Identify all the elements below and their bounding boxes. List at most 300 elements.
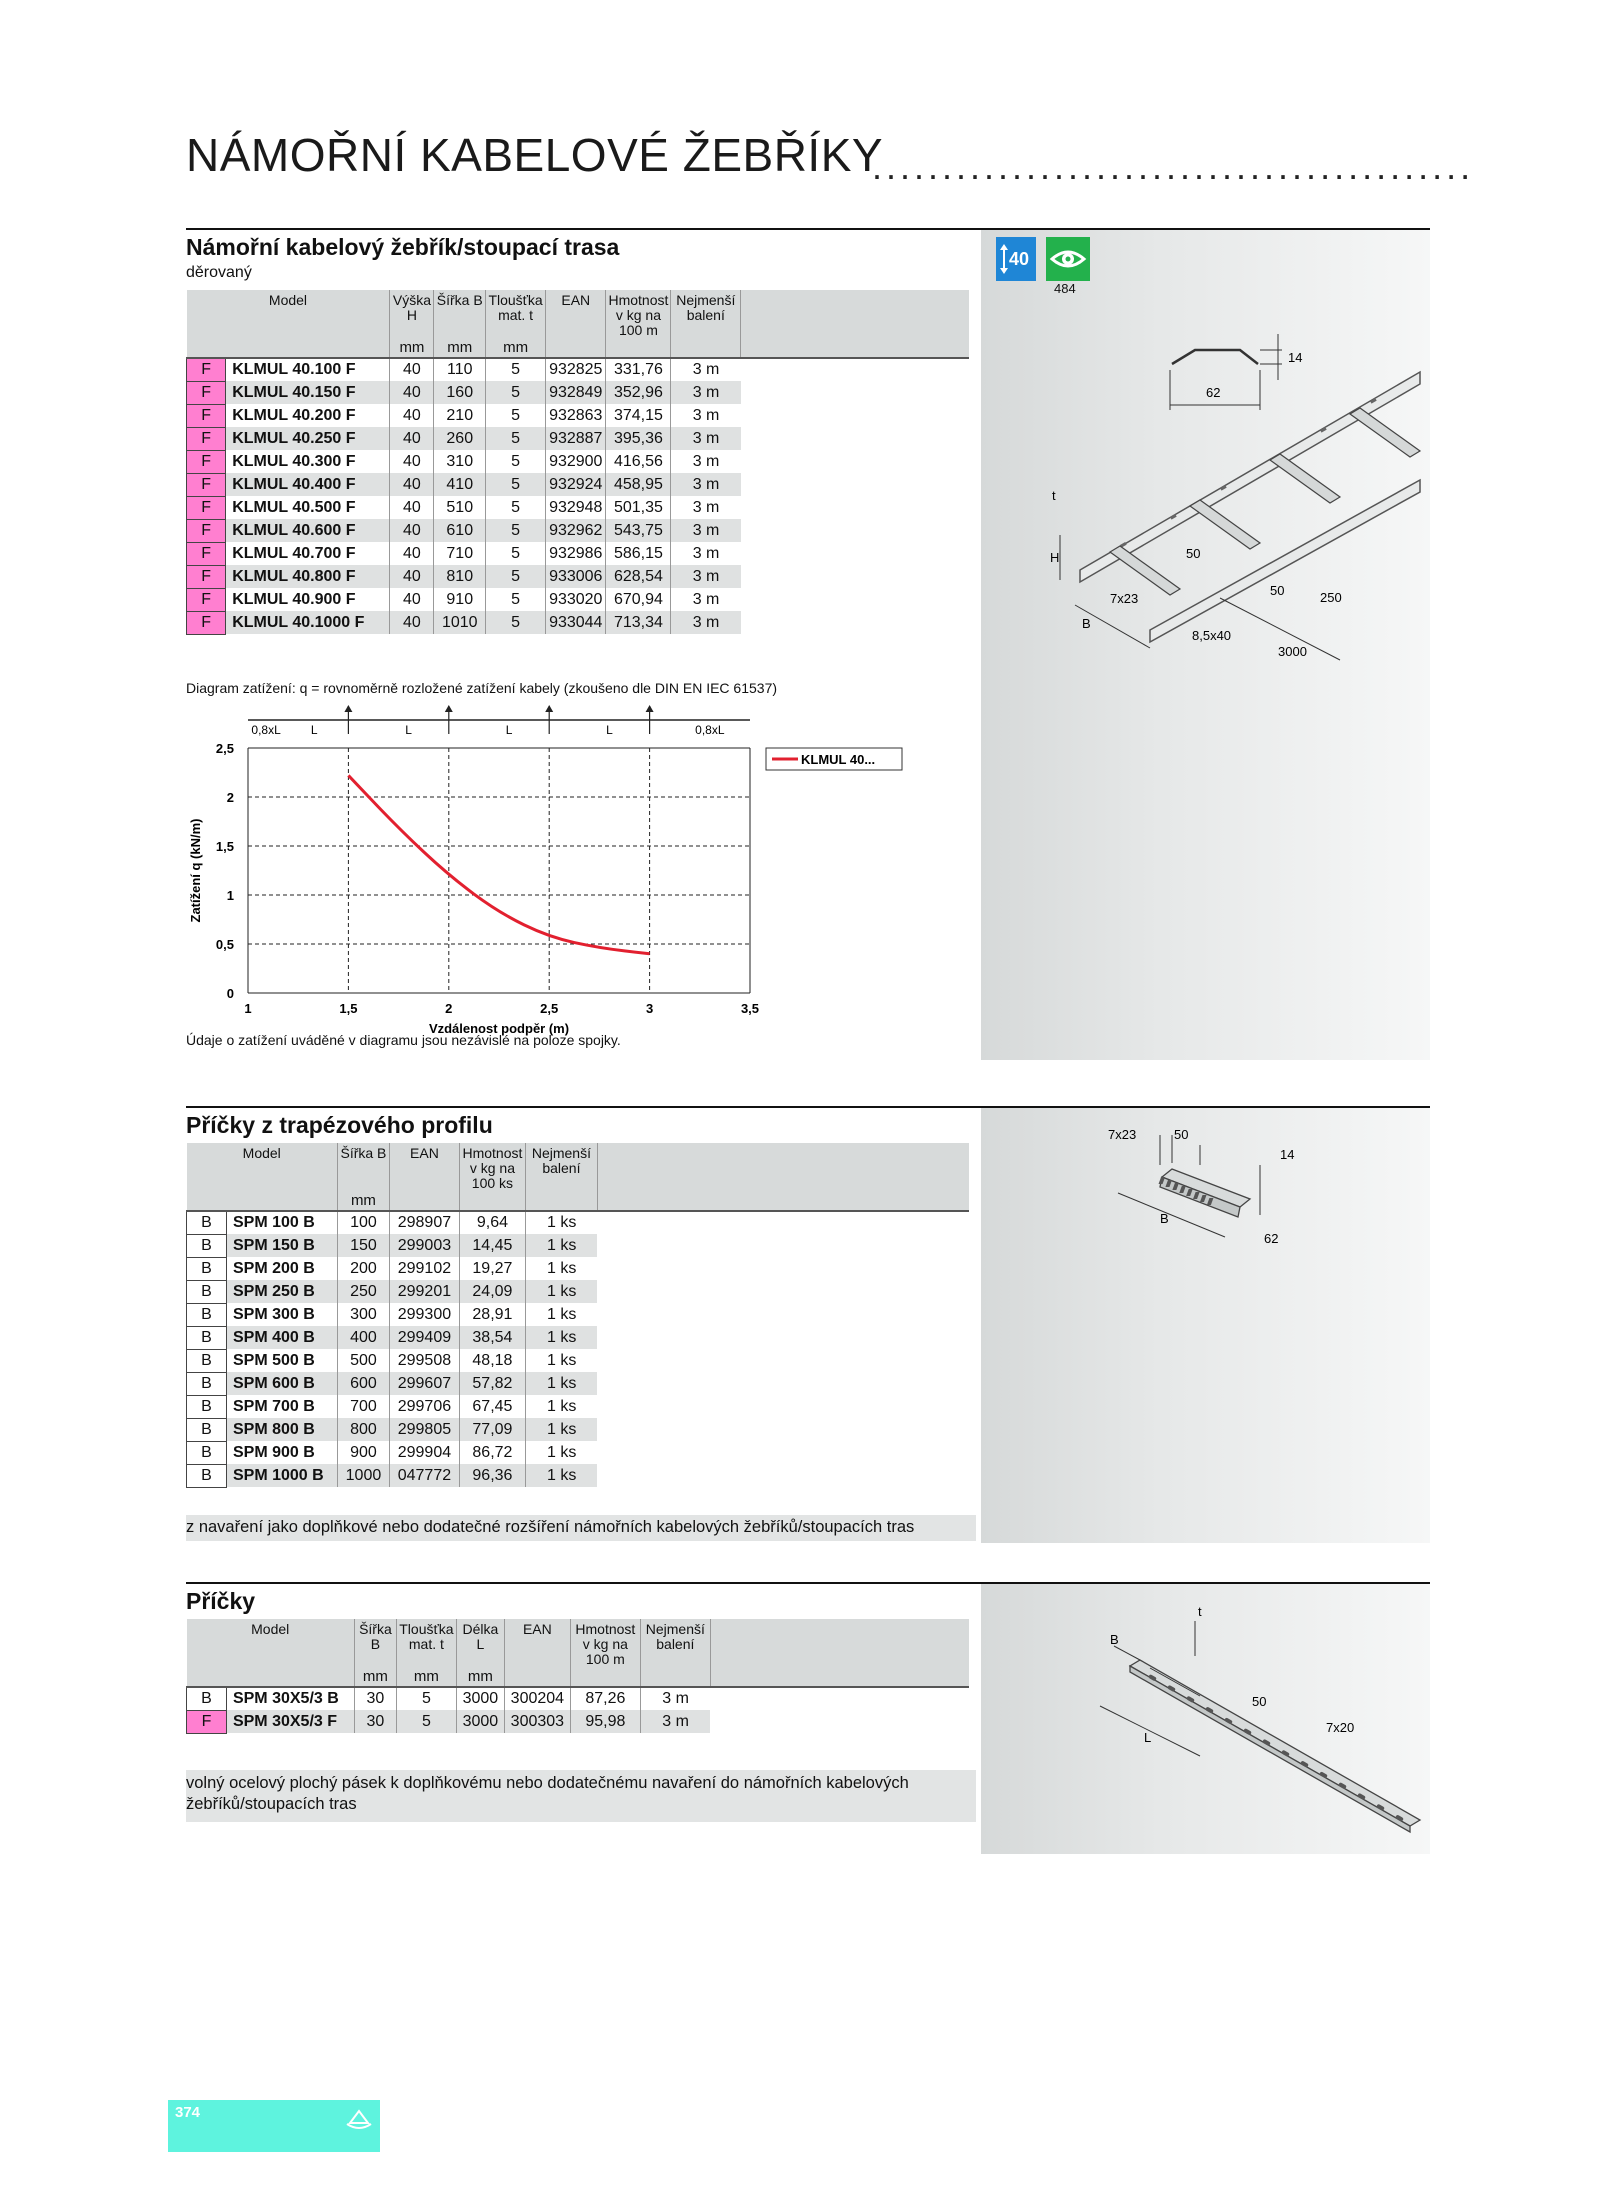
model-cell: KLMUL 40.800 F	[226, 565, 390, 588]
model-cell: SPM 100 B	[232, 1214, 315, 1231]
col-height: Výška H	[390, 290, 434, 338]
b-cell: 30	[354, 1710, 396, 1733]
pack-cell: 1 ks	[525, 1234, 597, 1257]
weight-cell: 395,36	[606, 427, 671, 450]
ean-cell: 299409	[389, 1326, 459, 1349]
col-thickness: Tloušťka mat. t	[486, 290, 546, 338]
dim-b: B	[1110, 1632, 1119, 1647]
table-row	[187, 427, 970, 450]
ean-cell: 932900	[546, 450, 606, 473]
h-cell: 40	[390, 427, 434, 450]
pack-cell: 3 m	[671, 381, 741, 404]
finish-badge: F	[187, 358, 226, 381]
dim-14: 14	[1280, 1147, 1295, 1162]
pack-cell: 3 m	[640, 1710, 710, 1733]
finish-badge: B	[187, 1326, 227, 1349]
finish-badge: B	[187, 1349, 227, 1372]
pack-cell: 1 ks	[525, 1303, 597, 1326]
model-cell: SPM 900 B	[232, 1443, 315, 1461]
section2-table	[186, 1143, 969, 1488]
t-cell: 5	[396, 1710, 456, 1733]
weight-cell: 416,56	[606, 450, 671, 473]
pack-cell: 3 m	[671, 588, 741, 611]
pack-cell: 3 m	[671, 427, 741, 450]
finish-badge: F	[187, 496, 226, 519]
b-cell: 910	[434, 588, 486, 611]
t-cell: 5	[486, 381, 546, 404]
weight-cell: 57,82	[459, 1372, 525, 1395]
table-row	[187, 1303, 970, 1326]
pack-cell: 1 ks	[525, 1257, 597, 1280]
ean-cell: 932924	[546, 473, 606, 496]
span-label: L	[505, 723, 513, 737]
unit-length: mm	[456, 1667, 504, 1687]
model-cell: SPM 30X5/3 F	[226, 1710, 354, 1733]
t-cell: 5	[486, 611, 546, 634]
weight-cell: 19,27	[459, 1257, 525, 1280]
support-arrow-head	[545, 705, 553, 712]
finish-badge: B	[187, 1280, 227, 1303]
weight-cell: 374,15	[606, 404, 671, 427]
b-cell: 510	[434, 496, 486, 519]
finish-badge: F	[187, 588, 226, 611]
col-width: Šířka B	[434, 290, 486, 338]
weight-cell: 543,75	[606, 519, 671, 542]
b-cell: 810	[434, 565, 486, 588]
finish-badge: B	[187, 1257, 227, 1280]
pack-cell: 1 ks	[525, 1280, 597, 1303]
support-arrow-head	[445, 705, 453, 712]
l-cell: 3000	[456, 1710, 504, 1733]
chart-legend	[766, 748, 902, 770]
col-weight: Hmotnost v kg na 100 m	[606, 290, 671, 338]
dim-3000: 3000	[1278, 644, 1307, 659]
t-cell: 5	[486, 404, 546, 427]
table-row	[187, 1372, 970, 1395]
section3-note: volný ocelový plochý pásek k doplňkovému nebo dodatečnému navaření do námořních kabelových žebříků/stoupacích tras	[186, 1774, 909, 1813]
dim-l: L	[1144, 1730, 1152, 1745]
table-row	[187, 1349, 970, 1372]
unit-width: mm	[354, 1667, 396, 1687]
weight-cell: 9,64	[459, 1211, 525, 1234]
finish-badge: B	[187, 1687, 227, 1710]
col-pack: Nejmenší balení	[671, 290, 741, 338]
model-cell: KLMUL 40.400 F	[226, 473, 390, 496]
dim-250: 250	[1320, 590, 1342, 605]
weight-cell: 24,09	[459, 1280, 525, 1303]
flat-rung-drawing	[1090, 1596, 1430, 1856]
unit-height: mm	[390, 338, 434, 358]
finish-badge: F	[187, 427, 226, 450]
span-diagram	[248, 705, 750, 737]
dim-7x20: 7x20	[1326, 1720, 1355, 1735]
b-cell: 600	[337, 1372, 389, 1395]
finish-badge: B	[187, 1395, 227, 1418]
dim-b: B	[1160, 1211, 1169, 1226]
ean-cell: 299201	[389, 1280, 459, 1303]
b-cell: 800	[337, 1418, 389, 1441]
section1-table	[186, 290, 969, 635]
pack-cell: 1 ks	[525, 1349, 597, 1372]
unit-width: mm	[337, 1191, 389, 1211]
model-cell: KLMUL 40.100 F	[232, 361, 356, 378]
table-row	[187, 1418, 970, 1441]
model-cell: KLMUL 40.1000 F	[226, 611, 390, 634]
section3-title: Příčky	[186, 1588, 256, 1614]
eye-reference-number: 484	[1054, 281, 1076, 296]
weight-cell: 67,45	[459, 1395, 525, 1418]
ean-cell: 932962	[546, 519, 606, 542]
pack-cell: 3 m	[671, 358, 741, 381]
col-pack: Nejmenší balení	[525, 1143, 597, 1191]
l-cell: 3000	[456, 1687, 504, 1710]
h-cell: 40	[390, 565, 434, 588]
ean-cell: 298907	[389, 1211, 459, 1234]
table-row	[187, 588, 970, 611]
model-cell: SPM 1000 B	[226, 1464, 337, 1487]
y-tick-label: 2	[226, 790, 234, 805]
finish-badge: B	[187, 1372, 227, 1395]
model-cell: KLMUL 40.700 F	[232, 544, 356, 562]
section3-table	[186, 1619, 969, 1734]
ean-cell: 932986	[546, 542, 606, 565]
dim-7x23: 7x23	[1110, 591, 1139, 606]
weight-cell: 95,98	[570, 1710, 640, 1733]
dim-7x23: 7x23	[1108, 1127, 1137, 1142]
span-label: L	[405, 723, 412, 737]
profile-outline	[1172, 350, 1258, 364]
x-tick-label: 1	[244, 1001, 252, 1016]
table-row	[187, 1280, 970, 1303]
page-title: NÁMOŘNÍ KABELOVÉ ŽEBŘÍKY	[186, 129, 884, 181]
model-cell: SPM 250 B	[226, 1280, 337, 1303]
x-tick-label: 3	[645, 1001, 654, 1016]
t-cell: 5	[486, 496, 546, 519]
t-cell: 5	[486, 588, 546, 611]
model-cell: SPM 150 B	[226, 1234, 337, 1257]
b-cell: 700	[337, 1395, 389, 1418]
ean-cell: 299508	[389, 1349, 459, 1372]
section2-rule	[186, 1106, 1430, 1108]
finish-badge: F	[187, 450, 226, 473]
x-tick-label: 2,5	[540, 1001, 559, 1016]
pack-cell: 1 ks	[525, 1464, 597, 1487]
section1-title: Námořní kabelový žebřík/stoupací trasa	[186, 234, 620, 260]
finish-badge: B	[187, 1211, 227, 1234]
dim-14: 14	[1288, 350, 1303, 365]
col-model: Model	[187, 1619, 355, 1667]
dim-b: B	[1082, 616, 1091, 631]
h-cell: 40	[390, 358, 434, 381]
load-chart	[186, 698, 906, 1036]
section2-note: z navaření jako doplňkové nebo dodatečné rozšíření námořních kabelových žebříků/stoupacích tras	[186, 1518, 915, 1536]
table-row	[187, 1257, 970, 1280]
finish-badge: B	[187, 1303, 227, 1326]
h-cell: 40	[390, 450, 434, 473]
x-axis-label: Vzdálenost podpěr (m)	[428, 1021, 570, 1036]
table-row	[187, 565, 970, 588]
b-cell: 500	[337, 1349, 389, 1372]
model-cell: SPM 600 B	[226, 1372, 337, 1395]
eye-icon[interactable]	[1046, 237, 1090, 281]
model-cell: SPM 30X5/3 B	[232, 1690, 339, 1707]
weight-cell: 14,45	[459, 1234, 525, 1257]
pack-cell: 1 ks	[525, 1441, 597, 1464]
finish-badge: F	[187, 381, 226, 404]
table-row	[187, 1710, 970, 1733]
b-cell: 160	[434, 381, 486, 404]
col-ean: EAN	[546, 290, 606, 338]
table-row	[187, 611, 970, 634]
finish-badge: B	[187, 1464, 227, 1487]
ean-cell: 932863	[546, 404, 606, 427]
h-cell: 40	[390, 496, 434, 519]
support-arrow-head	[344, 705, 352, 712]
table-row	[187, 358, 970, 381]
weight-cell: 87,26	[570, 1687, 640, 1710]
trapezoid-rung-drawing	[1100, 1125, 1340, 1265]
finish-badge: F	[187, 542, 226, 565]
weight-cell: 38,54	[459, 1326, 525, 1349]
dim-50-a: 50	[1186, 546, 1201, 561]
h-cell: 40	[390, 611, 434, 634]
t-cell: 5	[486, 358, 546, 381]
b-cell: 110	[434, 358, 486, 381]
table-row	[187, 1687, 970, 1710]
table-row	[187, 519, 970, 542]
pack-cell: 3 m	[671, 450, 741, 473]
col-width: Šířka B	[354, 1619, 396, 1667]
b-cell: 610	[434, 519, 486, 542]
unit-thickness: mm	[396, 1667, 456, 1687]
weight-cell: 628,54	[606, 565, 671, 588]
table-row	[187, 450, 970, 473]
span-label: L	[310, 723, 318, 737]
model-cell: KLMUL 40.150 F	[226, 381, 390, 404]
model-cell: KLMUL 40.250 F	[226, 427, 390, 450]
table-row	[187, 542, 970, 565]
load-class-value: 40	[1008, 248, 1030, 269]
ean-cell: 933044	[546, 611, 606, 634]
h-cell: 40	[390, 381, 434, 404]
x-axis	[244, 1001, 759, 1016]
section2-title: Příčky z trapézového profilu	[186, 1112, 493, 1138]
model-cell: SPM 500 B	[232, 1351, 315, 1369]
model-cell: KLMUL 40.300 F	[232, 452, 356, 470]
b-cell: 200	[337, 1257, 389, 1280]
ean-cell: 299003	[389, 1234, 459, 1257]
finish-badge: F	[187, 404, 226, 427]
pack-cell: 3 m	[671, 542, 741, 565]
ean-cell: 932825	[546, 358, 606, 381]
col-ean: EAN	[504, 1619, 570, 1667]
finish-badge: B	[187, 1441, 227, 1464]
table-row	[187, 381, 970, 404]
dim-h: H	[1050, 550, 1060, 565]
b-cell: 1000	[337, 1464, 389, 1487]
diagram-caption: Diagram zatížení: q = rovnoměrně rozložené zatížení kabely (zkoušeno dle DIN EN IEC 61537)	[186, 680, 778, 696]
finish-badge: B	[187, 1234, 227, 1257]
title-leader-dots: ...........................................	[872, 146, 1475, 187]
col-ean: EAN	[389, 1143, 459, 1191]
model-cell: SPM 200 B	[232, 1259, 315, 1277]
pack-cell: 1 ks	[525, 1395, 597, 1418]
span-label: L	[606, 723, 613, 737]
model-cell: KLMUL 40.600 F	[226, 519, 390, 542]
table-row	[187, 1326, 970, 1349]
t-cell: 5	[486, 565, 546, 588]
b-cell: 1010	[434, 611, 486, 634]
x-tick-label: 2	[445, 1001, 453, 1016]
weight-cell: 77,09	[459, 1418, 525, 1441]
table-row	[187, 404, 970, 427]
chart-note: Údaje o zatížení uváděné v diagramu jsou nezávislé na poloze spojky.	[186, 1032, 621, 1048]
y-tick-label: 0	[226, 986, 234, 1001]
finish-badge: F	[187, 473, 226, 496]
pack-cell: 3 m	[671, 404, 741, 427]
pack-cell: 3 m	[671, 473, 741, 496]
weight-cell: 96,36	[459, 1464, 525, 1487]
b-cell: 150	[337, 1234, 389, 1257]
y-axis-label: Zatížení q (kN/m)	[188, 818, 203, 923]
weight-cell: 670,94	[606, 588, 671, 611]
finish-badge: F	[187, 519, 226, 542]
ean-cell: 299904	[389, 1441, 459, 1464]
dim-50: 50	[1252, 1694, 1267, 1709]
ean-cell: 299300	[389, 1303, 459, 1326]
section1-rule	[186, 228, 1430, 230]
col-thickness: Tloušťka mat. t	[396, 1619, 456, 1667]
ean-cell: 932849	[546, 381, 606, 404]
dim-62: 62	[1264, 1231, 1279, 1246]
table-row	[187, 496, 970, 519]
span-label: 0,8xL	[695, 723, 725, 737]
y-axis	[216, 741, 234, 1001]
col-length: Délka L	[456, 1619, 504, 1667]
y-tick-label: 1	[226, 888, 234, 903]
b-cell: 710	[434, 542, 486, 565]
model-cell: SPM 400 B	[226, 1326, 337, 1349]
table-row	[187, 1464, 970, 1487]
ean-cell: 299805	[389, 1418, 459, 1441]
weight-cell: 352,96	[606, 381, 671, 404]
ean-cell: 933020	[546, 588, 606, 611]
weight-cell: 86,72	[459, 1441, 525, 1464]
col-model: Model	[187, 1143, 338, 1191]
pack-cell: 3 m	[640, 1687, 710, 1710]
ean-cell: 932948	[546, 496, 606, 519]
height-arrow-icon	[1000, 244, 1008, 274]
finish-badge: F	[187, 565, 226, 588]
section3-rule	[186, 1582, 1430, 1584]
h-cell: 40	[390, 473, 434, 496]
span-label: 0,8xL	[251, 723, 281, 737]
dim-50: 50	[1174, 1127, 1189, 1142]
x-tick-label: 1,5	[339, 1001, 358, 1016]
pack-cell: 3 m	[671, 519, 741, 542]
legend-label: KLMUL 40...	[801, 752, 876, 767]
ean-cell: 933006	[546, 565, 606, 588]
y-tick-label: 1,5	[215, 839, 234, 854]
finish-badge: B	[187, 1418, 227, 1441]
x-tick-label: 3,5	[740, 1001, 760, 1016]
ean-cell: 299607	[389, 1372, 459, 1395]
ean-cell: 932887	[546, 427, 606, 450]
model-cell: KLMUL 40.200 F	[232, 406, 356, 424]
y-tick-label: 0,5	[215, 937, 234, 952]
pack-cell: 1 ks	[525, 1211, 597, 1234]
t-cell: 5	[396, 1687, 456, 1710]
col-model: Model	[187, 290, 390, 338]
y-tick-label: 2,5	[215, 741, 234, 756]
t-cell: 5	[486, 473, 546, 496]
b-cell: 100	[337, 1211, 389, 1234]
unit-width: mm	[434, 338, 486, 358]
b-cell: 30	[354, 1687, 396, 1710]
ean-cell: 299706	[389, 1395, 459, 1418]
support-arrow-head	[646, 705, 654, 712]
weight-cell: 28,91	[459, 1303, 525, 1326]
weight-cell: 713,34	[606, 611, 671, 634]
b-cell: 900	[337, 1441, 389, 1464]
pack-cell: 1 ks	[525, 1418, 597, 1441]
b-cell: 410	[434, 473, 486, 496]
col-empty	[741, 290, 969, 338]
weight-cell: 48,18	[459, 1349, 525, 1372]
table-row	[187, 1441, 970, 1464]
h-cell: 40	[390, 519, 434, 542]
ean-cell: 299102	[389, 1257, 459, 1280]
ladder-drawing	[1020, 330, 1430, 690]
b-cell: 250	[337, 1280, 389, 1303]
dim-t: t	[1198, 1604, 1202, 1619]
table-row	[187, 1234, 970, 1257]
ean-cell: 300204	[504, 1687, 570, 1710]
finish-badge: F	[187, 1710, 227, 1733]
dim-t: t	[1052, 488, 1056, 503]
t-cell: 5	[486, 450, 546, 473]
ship-logo-icon	[344, 2108, 374, 2132]
b-cell: 210	[434, 404, 486, 427]
unit-thickness: mm	[486, 338, 546, 358]
model-cell: KLMUL 40.900 F	[232, 590, 356, 608]
chart-grid	[248, 748, 750, 993]
table-row	[187, 1211, 970, 1234]
model-cell: SPM 800 B	[226, 1418, 337, 1441]
weight-cell: 586,15	[606, 542, 671, 565]
ean-cell: 047772	[389, 1464, 459, 1487]
finish-badge: F	[187, 611, 226, 634]
model-cell: SPM 300 B	[232, 1305, 315, 1323]
b-cell: 310	[434, 450, 486, 473]
h-cell: 40	[390, 404, 434, 427]
dim-8-5x40: 8,5x40	[1192, 628, 1232, 643]
h-cell: 40	[390, 588, 434, 611]
h-cell: 40	[390, 542, 434, 565]
pack-cell: 3 m	[671, 496, 741, 519]
ean-cell: 300303	[504, 1710, 570, 1733]
series-line-klmul40	[348, 775, 649, 953]
pack-cell: 3 m	[671, 565, 741, 588]
t-cell: 5	[486, 427, 546, 450]
weight-cell: 331,76	[606, 358, 671, 381]
t-cell: 5	[486, 542, 546, 565]
model-cell: SPM 700 B	[232, 1397, 315, 1415]
col-width: Šířka B	[337, 1143, 389, 1191]
pack-cell: 1 ks	[525, 1372, 597, 1395]
section1-subtitle: děrovaný	[186, 264, 252, 281]
weight-cell: 501,35	[606, 496, 671, 519]
